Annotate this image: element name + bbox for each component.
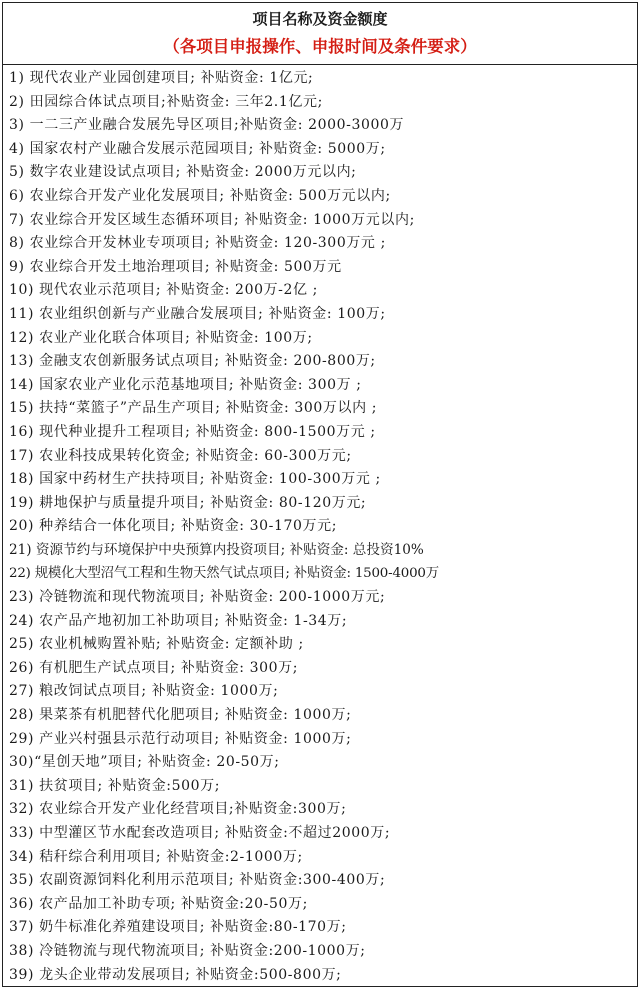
list-item: 25) 农业机械购置补贴; 补贴资金: 定额补助 ;	[9, 636, 304, 653]
list-item: 5) 数字农业建设试点项目; 补贴资金: 2000万元以内;	[9, 164, 357, 181]
list-item: 35) 农副资源饲料化利用示范项目; 补贴资金:300-400万;	[9, 872, 386, 889]
table-title: 项目名称及资金额度	[252, 10, 388, 28]
list-item: 8) 农业综合开发林业专项项目; 补贴资金: 120-300万元 ;	[9, 235, 386, 252]
list-item: 17) 农业科技成果转化资金; 补贴资金: 60-300万元;	[9, 447, 352, 464]
list-item: 7) 农业综合开发区域生态循环项目; 补贴资金: 1000万元以内;	[9, 211, 415, 228]
list-item: 4) 国家农村产业融合发展示范园项目; 补贴资金: 5000万;	[9, 140, 386, 157]
list-item: 20) 种养结合一体化项目; 补贴资金: 30-170万元;	[9, 518, 338, 535]
list-item: 18) 国家中药材生产扶持项目; 补贴资金: 100-300万元 ;	[9, 471, 381, 488]
funding-table	[2, 2, 638, 987]
list-item: 31) 扶贫项目; 补贴资金:500万;	[9, 777, 221, 794]
list-item: 23) 冷链物流和现代物流项目; 补贴资金: 200-1000万元;	[9, 589, 386, 606]
list-item: 32) 农业综合开发产业化经营项目;补贴资金:300万;	[9, 801, 347, 818]
list-item: 24) 农产品产地初加工补助项目; 补贴资金: 1-34万;	[9, 612, 348, 629]
list-item: 14) 国家农业产业化示范基地项目; 补贴资金: 300万 ;	[9, 376, 362, 393]
list-item: 33) 中型灌区节水配套改造项目; 补贴资金:不超过2000万;	[9, 825, 391, 841]
list-item: 3) 一二三产业融合发展先导区项目;补贴资金: 2000-3000万	[9, 117, 405, 134]
table-subtitle: （各项目申报操作、申报时间及条件要求）	[163, 37, 477, 56]
list-item: 38) 冷链物流与现代物流项目; 补贴资金:200-1000万;	[9, 942, 366, 959]
list-item: 39) 龙头企业带动发展项目; 补贴资金:500-800万;	[9, 966, 342, 983]
list-item: 11) 农业组织创新与产业融合发展项目; 补贴资金: 100万;	[9, 305, 386, 322]
list-item: 15) 扶持“菜篮子”产品生产项目; 补贴资金: 300万以内 ;	[9, 400, 378, 417]
list-item: 28) 果菜茶有机肥替代化肥项目; 补贴资金: 1000万;	[9, 707, 352, 724]
project-list	[3, 65, 637, 987]
list-item: 6) 农业综合开发产业化发展项目; 补贴资金: 500万元以内;	[9, 187, 391, 204]
list-item: 2) 田园综合体试点项目;补贴资金: 三年2.1亿元;	[9, 93, 323, 110]
list-item: 1) 现代农业产业园创建项目; 补贴资金: 1亿元;	[9, 70, 314, 86]
list-item: 12) 农业产业化联合体项目; 补贴资金: 100万;	[9, 329, 313, 346]
list-item: 26) 有机肥生产试点项目; 补贴资金: 300万;	[9, 659, 299, 676]
list-item: 30)“星创天地”项目; 补贴资金: 20-50万;	[9, 754, 280, 771]
list-item: 36) 农产品加工补助专项; 补贴资金:20-50万;	[9, 895, 308, 912]
list-item: 29) 产业兴村强县示范行动项目; 补贴资金: 1000万;	[9, 730, 352, 747]
list-item: 9) 农业综合开发土地治理项目; 补贴资金: 500万元	[9, 258, 342, 275]
list-item: 10) 现代农业示范项目; 补贴资金: 200万-2亿 ;	[9, 282, 318, 299]
list-item: 19) 耕地保护与质量提升项目; 补贴资金: 80-120万元;	[9, 494, 367, 511]
list-item: 16) 现代种业提升工程项目; 补贴资金: 800-1500万元 ;	[9, 423, 376, 440]
list-item: 37) 奶牛标准化养殖建设项目; 补贴资金:80-170万;	[9, 919, 347, 936]
list-item: 21) 资源节约与环境保护中央预算内投资项目; 补贴资金: 总投资10%	[9, 541, 424, 558]
list-item: 34) 秸秆综合利用项目; 补贴资金:2-1000万;	[9, 848, 303, 865]
list-item: 13) 金融支农创新服务试点项目; 补贴资金: 200-800万;	[9, 353, 376, 370]
list-item: 27) 粮改饲试点项目; 补贴资金: 1000万;	[9, 683, 279, 700]
list-item: 22) 规模化大型沼气工程和生物天然气试点项目; 补贴资金: 1500-4000万	[9, 566, 439, 582]
table-header	[3, 3, 637, 65]
